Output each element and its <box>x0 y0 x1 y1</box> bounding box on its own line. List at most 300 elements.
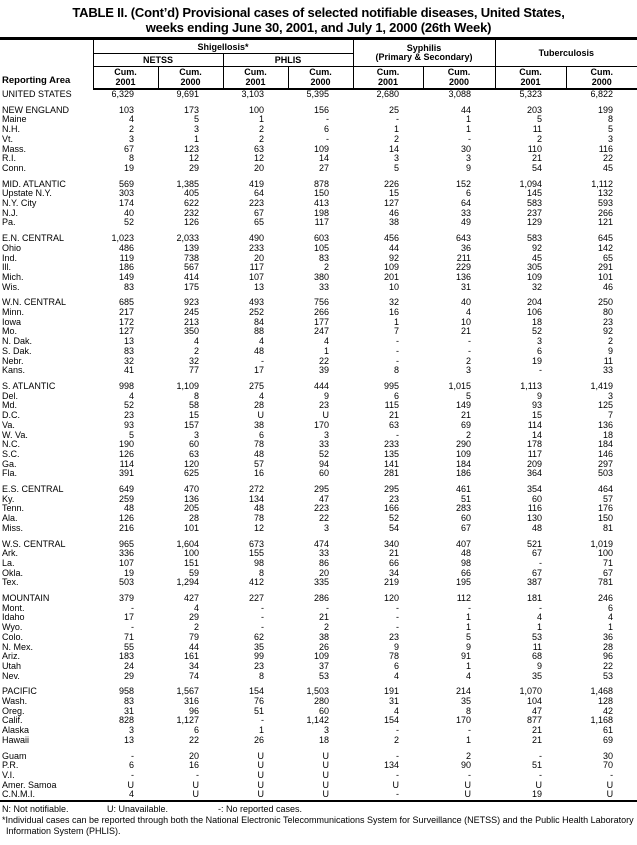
reporting-area-cell: NEW ENGLAND <box>2 105 70 115</box>
value-cell: 1,567 <box>176 687 199 697</box>
value-cell: 503 <box>598 469 614 479</box>
value-cell: 157 <box>183 420 199 430</box>
value-cell: 83 <box>123 697 134 707</box>
reporting-area-cell: Iowa <box>2 317 22 327</box>
value-cell: 8 <box>258 568 264 578</box>
value-cell: 878 <box>314 179 330 189</box>
table-row <box>0 652 637 662</box>
value-cell: 16 <box>253 469 264 479</box>
value-cell: 149 <box>118 272 134 282</box>
value-cell: 427 <box>183 594 199 604</box>
value-cell: 170 <box>314 420 330 430</box>
value-cell: - <box>131 603 134 613</box>
value-cell: 958 <box>118 687 134 697</box>
value-cell: 40 <box>123 208 134 218</box>
table-row <box>0 337 637 347</box>
value-cell: U <box>192 790 199 800</box>
value-cell: 10 <box>461 317 472 327</box>
value-cell: 17 <box>123 613 134 623</box>
value-cell: 93 <box>123 420 134 430</box>
value-cell: 6 <box>324 125 330 135</box>
value-cell: 35 <box>253 642 264 652</box>
value-cell: 1,109 <box>176 381 199 391</box>
value-cell: 67 <box>532 568 543 578</box>
value-cell: 76 <box>253 697 264 707</box>
value-cell: 286 <box>314 594 330 604</box>
col-header-syphilis-cum-2000: Cum. 2000 <box>423 67 495 90</box>
value-cell: 48 <box>123 504 134 514</box>
value-cell: - <box>326 603 330 613</box>
value-cell: 13 <box>123 735 134 745</box>
value-cell: 154 <box>384 716 400 726</box>
value-cell: 1,019 <box>590 539 614 549</box>
value-cell: 176 <box>598 504 614 514</box>
value-cell: 413 <box>314 199 330 209</box>
value-cell: 603 <box>314 234 330 244</box>
value-cell: 57 <box>253 459 264 469</box>
value-cell: 272 <box>248 485 264 495</box>
value-cell: 52 <box>319 449 330 459</box>
value-cell: 227 <box>248 594 264 604</box>
value-cell: 67 <box>603 568 614 578</box>
value-cell: 104 <box>527 697 543 707</box>
value-cell: 33 <box>319 549 330 559</box>
value-cell: 175 <box>183 282 199 292</box>
value-cell: U <box>464 790 472 800</box>
value-cell: 84 <box>253 317 264 327</box>
table-row <box>0 180 637 190</box>
value-cell: - <box>131 623 134 633</box>
table-row <box>0 752 637 762</box>
reporting-area-cell: Pa. <box>2 218 16 228</box>
value-cell: 17 <box>253 366 264 376</box>
value-cell: 4 <box>466 671 472 681</box>
value-cell: 464 <box>598 485 614 495</box>
value-cell: 47 <box>319 494 330 504</box>
value-cell: 209 <box>527 459 543 469</box>
value-cell: 198 <box>314 208 330 218</box>
value-cell: - <box>610 771 614 780</box>
value-cell: 39 <box>319 366 330 376</box>
value-cell: 493 <box>248 298 264 308</box>
value-cell: 340 <box>384 539 400 549</box>
value-cell: 412 <box>248 578 264 588</box>
value-cell: 4 <box>394 671 400 681</box>
value-cell: 58 <box>188 401 199 411</box>
value-cell: 1,468 <box>590 687 614 697</box>
value-cell: 109 <box>527 272 543 282</box>
value-cell: 391 <box>118 469 134 479</box>
value-cell: - <box>261 356 264 366</box>
value-cell: 71 <box>603 558 614 568</box>
value-cell: 67 <box>253 208 264 218</box>
value-cell: 69 <box>603 735 614 745</box>
value-cell: 116 <box>527 504 543 514</box>
value-cell: - <box>326 134 330 144</box>
value-cell: 48 <box>253 346 264 356</box>
value-cell: 387 <box>527 578 543 588</box>
value-cell: 42 <box>603 706 614 716</box>
value-cell: 109 <box>314 144 330 154</box>
value-cell: 503 <box>118 578 134 588</box>
table-row <box>0 469 637 479</box>
value-cell: 1 <box>466 661 472 671</box>
value-cell: 21 <box>532 735 543 745</box>
value-cell: 2 <box>258 125 264 135</box>
value-cell: 461 <box>456 485 472 495</box>
value-cell: 8 <box>128 154 134 164</box>
value-cell: 135 <box>384 449 400 459</box>
value-cell: 23 <box>603 317 614 327</box>
value-cell: 96 <box>603 652 614 662</box>
value-cell: 643 <box>456 234 472 244</box>
value-cell: 44 <box>389 243 400 253</box>
value-cell: 136 <box>456 272 472 282</box>
table-row <box>0 125 637 135</box>
value-cell: - <box>468 346 472 356</box>
value-cell: 247 <box>314 327 330 337</box>
value-cell: 998 <box>118 381 134 391</box>
value-cell: 232 <box>183 208 199 218</box>
value-cell: 364 <box>527 469 543 479</box>
table-row <box>0 283 637 293</box>
reporting-area-cell: V.I. <box>2 771 15 780</box>
value-cell: 79 <box>188 632 199 642</box>
value-cell: 645 <box>598 234 614 244</box>
value-cell: 18 <box>319 735 330 745</box>
value-cell: 414 <box>183 272 199 282</box>
value-cell: 490 <box>248 234 264 244</box>
reporting-area-cell: Minn. <box>2 308 25 318</box>
value-cell: 266 <box>598 208 614 218</box>
table-row <box>0 154 637 164</box>
table-row <box>0 440 637 450</box>
value-cell: 26 <box>319 642 330 652</box>
table-row <box>0 569 637 579</box>
table-row <box>0 771 637 781</box>
table-row <box>0 164 637 174</box>
value-cell: 9 <box>608 346 614 356</box>
value-cell: - <box>396 346 400 356</box>
reporting-area-cell: Ga. <box>2 459 17 469</box>
reporting-area-cell: Del. <box>2 391 19 401</box>
value-cell: 48 <box>461 549 472 559</box>
table-row <box>0 707 637 717</box>
value-cell: - <box>468 337 472 347</box>
value-cell: 6 <box>193 726 199 736</box>
value-cell: 115 <box>384 401 400 411</box>
value-cell: 64 <box>253 189 264 199</box>
value-cell: 110 <box>527 144 543 154</box>
value-cell: 67 <box>461 523 472 533</box>
value-cell: 4 <box>258 337 264 347</box>
legend-unavailable: U: Unavailable. <box>107 804 169 815</box>
value-cell: - <box>261 716 264 726</box>
value-cell: 55 <box>123 642 134 652</box>
reporting-area-cell: Mo. <box>2 327 18 337</box>
value-cell: 40 <box>461 298 472 308</box>
value-cell: 283 <box>456 504 472 514</box>
reporting-area-cell: UNITED STATES <box>2 89 72 99</box>
value-cell: 14 <box>532 430 543 440</box>
value-cell: 1 <box>258 115 264 125</box>
reporting-area-cell: E.N. CENTRAL <box>2 234 65 244</box>
value-cell: 5 <box>128 430 134 440</box>
value-cell: 10 <box>389 282 400 292</box>
reporting-area-cell: Wis. <box>2 282 20 292</box>
value-cell: 174 <box>118 199 134 209</box>
value-cell: 11 <box>532 642 543 652</box>
value-cell: 4 <box>608 613 614 623</box>
table-row <box>0 327 637 337</box>
value-cell: 1 <box>193 134 199 144</box>
value-cell: 126 <box>118 514 134 524</box>
table-row <box>0 411 637 421</box>
value-cell: 36 <box>603 632 614 642</box>
reporting-area-cell: Wyo. <box>2 623 23 633</box>
value-cell: 120 <box>384 594 400 604</box>
value-cell: 53 <box>319 671 330 681</box>
value-cell: 1,142 <box>306 716 330 726</box>
value-cell: 28 <box>253 401 264 411</box>
value-cell: - <box>131 771 134 780</box>
value-cell: 65 <box>603 253 614 263</box>
value-cell: 105 <box>314 243 330 253</box>
value-cell: 3 <box>394 154 400 164</box>
value-cell: 9 <box>537 391 543 401</box>
value-cell: 1,419 <box>590 381 614 391</box>
table-row <box>0 308 637 318</box>
reporting-area-cell: Wash. <box>2 697 28 707</box>
value-cell: 1,023 <box>111 234 134 244</box>
value-cell: 22 <box>319 514 330 524</box>
value-cell: 125 <box>598 401 614 411</box>
value-cell: 29 <box>123 671 134 681</box>
value-cell: - <box>468 726 472 736</box>
value-cell: 1,294 <box>176 578 199 588</box>
value-cell: 36 <box>461 243 472 253</box>
value-cell: 6 <box>608 603 614 613</box>
value-cell: 281 <box>384 469 400 479</box>
value-cell: - <box>539 366 543 376</box>
value-cell: 3 <box>193 125 199 135</box>
reporting-area-cell: Upstate N.Y. <box>2 189 52 199</box>
value-cell: 280 <box>314 697 330 707</box>
value-cell: 1 <box>324 346 330 356</box>
reporting-area-cell: N.H. <box>2 125 20 135</box>
value-cell: 68 <box>532 652 543 662</box>
table-row <box>0 421 637 431</box>
value-cell: 1 <box>466 125 472 135</box>
value-cell: 62 <box>253 632 264 642</box>
value-cell: 216 <box>118 523 134 533</box>
value-cell: U <box>606 790 614 800</box>
value-cell: 673 <box>248 539 264 549</box>
value-cell: 219 <box>384 578 400 588</box>
value-cell: - <box>539 771 543 780</box>
value-cell: 146 <box>598 449 614 459</box>
value-cell: 32 <box>188 356 199 366</box>
value-cell: 275 <box>248 381 264 391</box>
value-cell: 33 <box>319 440 330 450</box>
value-cell: 316 <box>183 697 199 707</box>
table-row <box>0 106 637 116</box>
value-cell: 88 <box>253 327 264 337</box>
value-cell: 22 <box>319 356 330 366</box>
value-cell: 45 <box>532 253 543 263</box>
value-cell: 379 <box>118 594 134 604</box>
value-cell: 195 <box>456 578 472 588</box>
value-cell: 172 <box>118 317 134 327</box>
value-cell: 205 <box>183 504 199 514</box>
reporting-area-cell: Fla. <box>2 469 18 479</box>
value-cell: 8 <box>258 671 264 681</box>
value-cell: 127 <box>118 327 134 337</box>
table-row <box>0 392 637 402</box>
value-cell: 583 <box>527 234 543 244</box>
value-cell: 16 <box>389 308 400 318</box>
value-cell: 103 <box>118 105 134 115</box>
table-row <box>0 298 637 308</box>
value-cell: 23 <box>319 401 330 411</box>
value-cell: 60 <box>319 469 330 479</box>
table-body <box>0 89 637 801</box>
value-cell: 184 <box>456 459 472 469</box>
value-cell: 407 <box>456 539 472 549</box>
value-cell: 4 <box>324 337 330 347</box>
reporting-area-cell: D.C. <box>2 411 20 421</box>
value-cell: 9 <box>324 391 330 401</box>
value-cell: 83 <box>123 346 134 356</box>
table-row <box>0 401 637 411</box>
value-cell: 149 <box>456 401 472 411</box>
reporting-area-cell: Idaho <box>2 613 25 623</box>
value-cell: U <box>257 771 264 780</box>
value-cell: 92 <box>603 327 614 337</box>
value-cell: 593 <box>598 199 614 209</box>
col-subgroup-netss: NETSS <box>93 54 223 67</box>
reporting-area-cell: Vt. <box>2 134 14 144</box>
value-cell: 12 <box>188 154 199 164</box>
value-cell: U <box>257 761 264 771</box>
value-cell: 94 <box>319 459 330 469</box>
table-row <box>0 347 637 357</box>
value-cell: 15 <box>532 411 543 421</box>
value-cell: 305 <box>527 263 543 273</box>
value-cell: 38 <box>319 632 330 642</box>
value-cell: 1,503 <box>306 687 330 697</box>
value-cell: 18 <box>532 317 543 327</box>
value-cell: 25 <box>389 105 400 115</box>
col-header-phlis-cum-2001: Cum. 2001 <box>223 67 288 90</box>
value-cell: 20 <box>253 163 264 173</box>
value-cell: 23 <box>253 661 264 671</box>
value-cell: 60 <box>188 440 199 450</box>
value-cell: 380 <box>314 272 330 282</box>
value-cell: 109 <box>314 652 330 662</box>
table-row <box>0 672 637 682</box>
value-cell: 1,113 <box>520 381 543 391</box>
value-cell: 19 <box>532 356 543 366</box>
reporting-area-cell: Tex. <box>2 578 19 588</box>
reporting-area-cell: Va. <box>2 420 15 430</box>
value-cell: 470 <box>183 485 199 495</box>
value-cell: 69 <box>461 420 472 430</box>
value-cell: - <box>326 115 330 125</box>
value-cell: 350 <box>183 327 199 337</box>
table-row <box>0 736 637 746</box>
value-cell: U <box>392 780 400 790</box>
value-cell: 41 <box>123 366 134 376</box>
reporting-area-cell: S. ATLANTIC <box>2 381 56 391</box>
value-cell: 65 <box>253 218 264 228</box>
value-cell: 126 <box>183 218 199 228</box>
table-header <box>0 39 637 90</box>
reporting-area-cell: Mich. <box>2 272 24 282</box>
value-cell: 48 <box>253 504 264 514</box>
value-cell: 21 <box>532 154 543 164</box>
value-cell: 3 <box>324 430 330 440</box>
value-cell: 29 <box>188 613 199 623</box>
value-cell: 291 <box>598 263 614 273</box>
value-cell: 116 <box>598 144 614 154</box>
value-cell: - <box>396 751 400 761</box>
value-cell: 123 <box>183 144 199 154</box>
value-cell: 46 <box>389 208 400 218</box>
syphilis-label-line2: (Primary & Secondary) <box>375 52 473 62</box>
value-cell: U <box>322 761 330 771</box>
value-cell: 52 <box>123 401 134 411</box>
value-cell: 166 <box>384 504 400 514</box>
value-cell: 567 <box>183 263 199 273</box>
reporting-area-cell: Maine <box>2 115 27 125</box>
value-cell: 170 <box>456 716 472 726</box>
value-cell: 64 <box>461 199 472 209</box>
value-cell: 26 <box>253 735 264 745</box>
reporting-area-cell: N.C. <box>2 440 20 450</box>
value-cell: 3 <box>608 391 614 401</box>
reporting-area-cell: Ohio <box>2 243 22 253</box>
value-cell: 290 <box>456 440 472 450</box>
value-cell: 127 <box>384 199 400 209</box>
value-cell: - <box>396 430 400 440</box>
legend-no-reported-cases: -: No reported cases. <box>218 804 303 815</box>
value-cell: 74 <box>188 671 199 681</box>
reporting-area-cell: N. Dak. <box>2 337 33 347</box>
reporting-area-cell: Hawaii <box>2 735 30 745</box>
reporting-area-cell: Conn. <box>2 163 27 173</box>
value-cell: 923 <box>183 298 199 308</box>
value-cell: 106 <box>527 308 543 318</box>
table-row <box>0 761 637 771</box>
value-cell: 19 <box>123 568 134 578</box>
value-cell: 100 <box>598 549 614 559</box>
value-cell: 965 <box>118 539 134 549</box>
value-cell: 33 <box>319 282 330 292</box>
table-row <box>0 687 637 697</box>
value-cell: 2 <box>394 134 400 144</box>
value-cell: 2 <box>608 337 614 347</box>
value-cell: 117 <box>527 449 543 459</box>
value-cell: 521 <box>527 539 543 549</box>
value-cell: 21 <box>389 411 400 421</box>
value-cell: 156 <box>314 105 330 115</box>
value-cell: 237 <box>527 208 543 218</box>
value-cell: 11 <box>532 125 543 135</box>
value-cell: 47 <box>532 706 543 716</box>
value-cell: 354 <box>527 485 543 495</box>
value-cell: 46 <box>603 282 614 292</box>
